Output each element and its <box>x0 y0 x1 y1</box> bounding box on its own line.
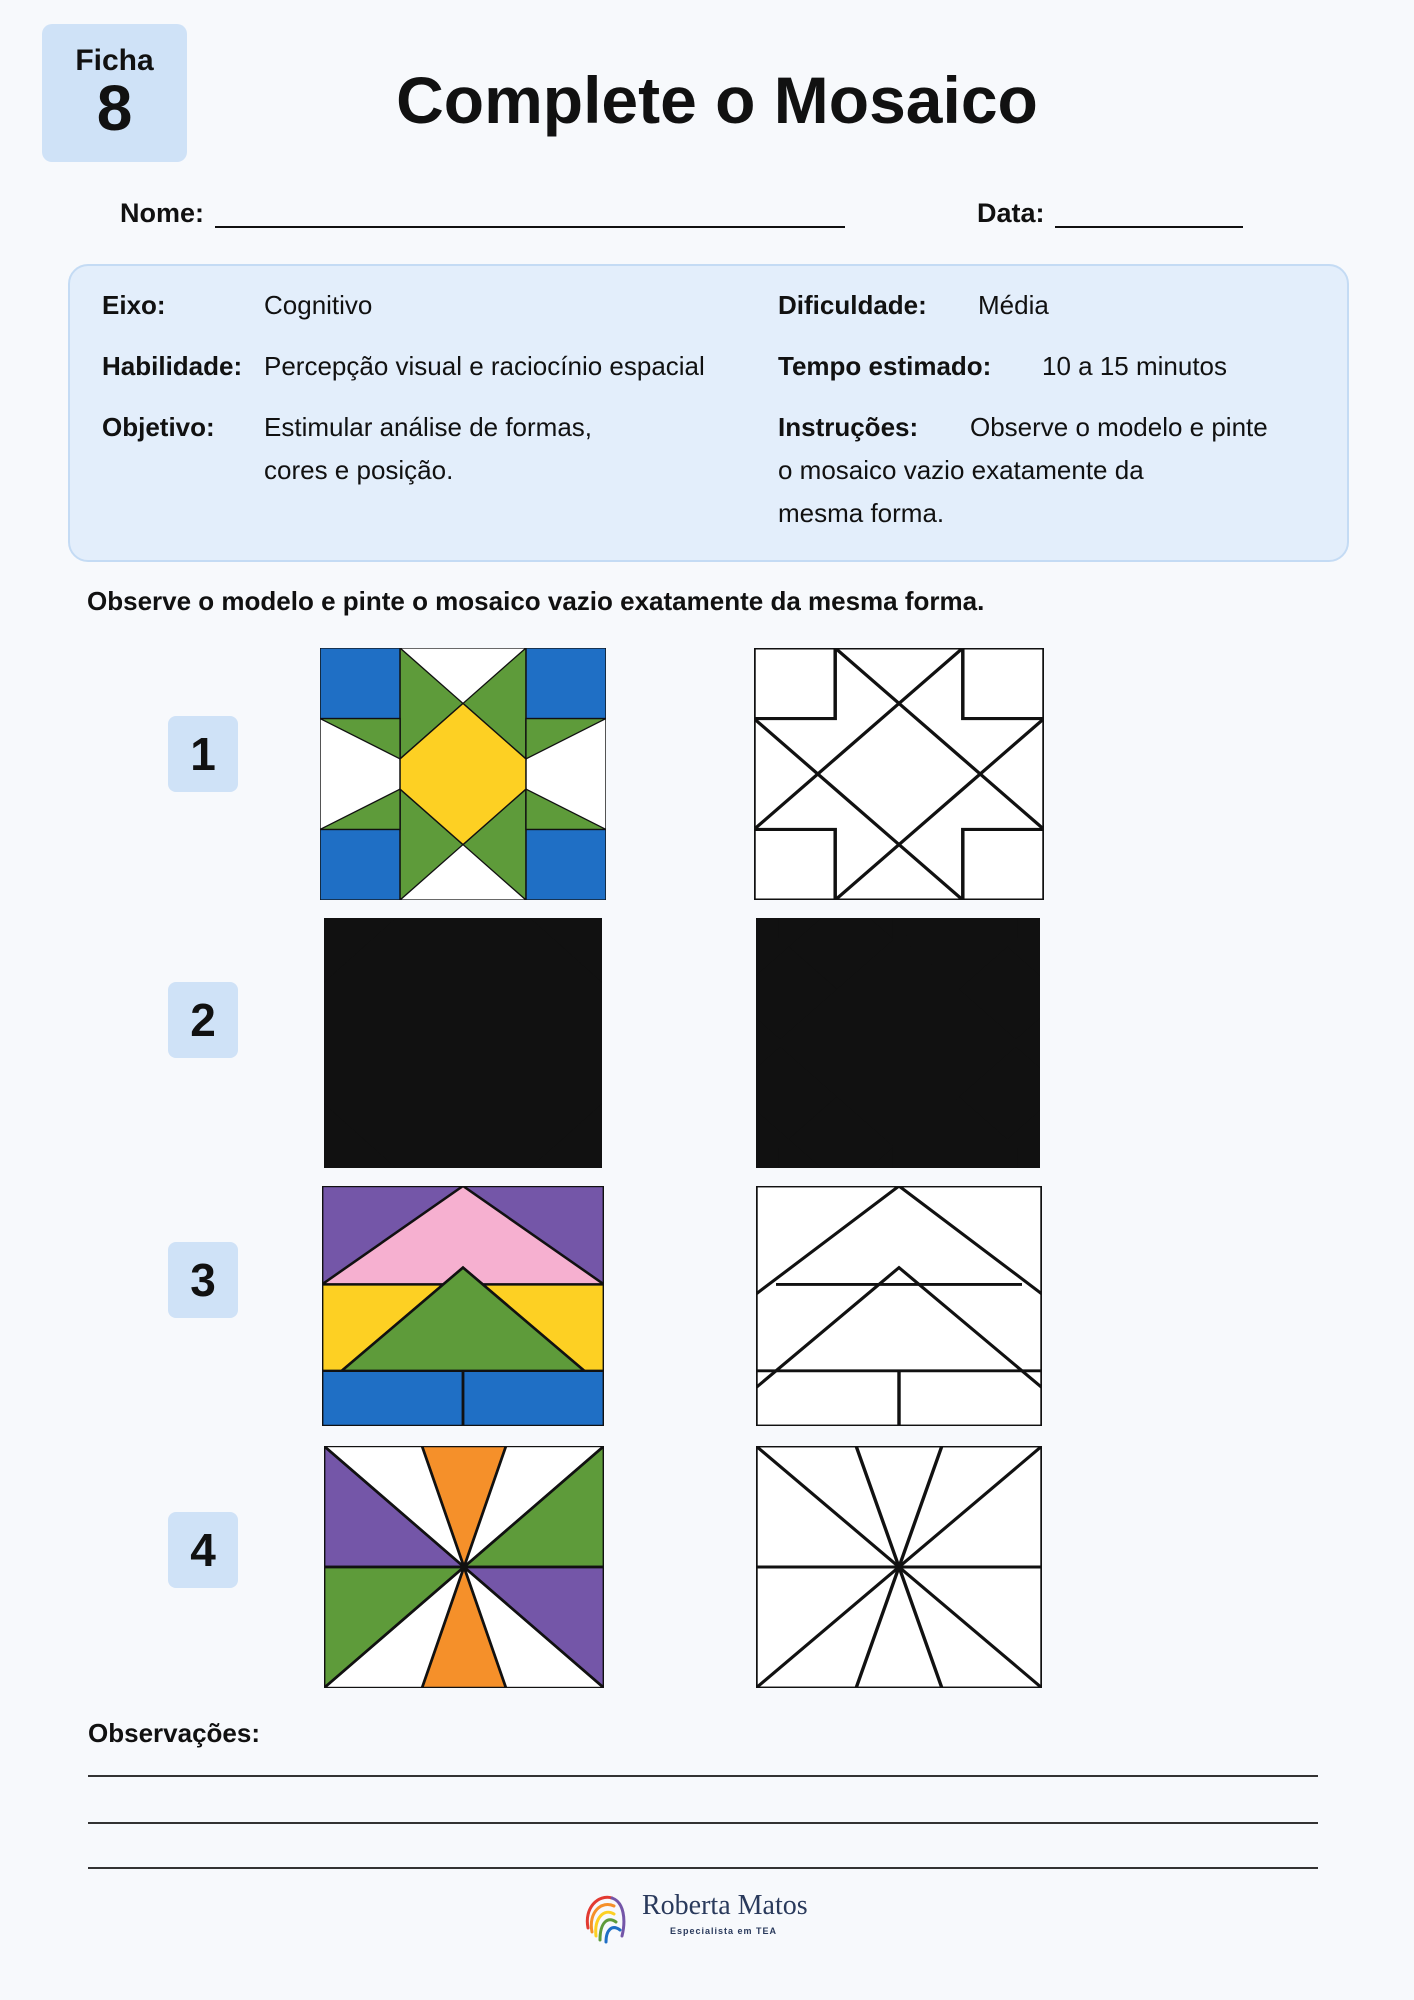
objetivo-line2: cores e posição. <box>264 455 454 485</box>
dificuldade-label: Dificuldade: <box>778 290 927 320</box>
ficha-label: Ficha <box>75 44 154 77</box>
empty-mosaic-2[interactable] <box>756 918 1040 1168</box>
observations-label: Observações: <box>88 1718 260 1748</box>
model-mosaic-1 <box>320 648 606 900</box>
model-mosaic-2 <box>324 918 602 1168</box>
habilidade-label: Habilidade: <box>102 351 243 381</box>
eixo-value: Cognitivo <box>264 290 373 320</box>
objetivo-label: Objetivo: <box>102 412 215 442</box>
instruction-text: Observe o modelo e pinte o mosaico vazio exatamente da mesma forma. <box>87 586 985 616</box>
model-mosaic-3 <box>322 1186 604 1426</box>
empty-mosaic-4[interactable] <box>756 1446 1042 1688</box>
info-panel <box>68 264 1349 562</box>
footer-subtitle: Especialista em TEA <box>670 1926 778 1936</box>
name-label: Nome: <box>120 198 205 228</box>
instrucoes-line2: o mosaico vazio exatamente da <box>778 455 1144 485</box>
footer-logo <box>578 1888 838 1952</box>
habilidade-value: Percepção visual e raciocínio espacial <box>264 351 705 381</box>
exercise-number: 4 <box>168 1512 238 1588</box>
tempo-label: Tempo estimado: <box>778 351 992 381</box>
footer-brand: Roberta Matos <box>642 1890 808 1921</box>
exercise-number: 2 <box>168 982 238 1058</box>
dificuldade-value: Média <box>978 290 1049 320</box>
name-field[interactable] <box>215 226 845 228</box>
observations-line[interactable] <box>88 1822 1318 1824</box>
date-field[interactable] <box>1055 226 1243 228</box>
exercise-number: 3 <box>168 1242 238 1318</box>
eixo-label: Eixo: <box>102 290 166 320</box>
empty-mosaic-1[interactable] <box>754 648 1044 900</box>
instrucoes-line1: Observe o modelo e pinte <box>970 412 1268 442</box>
date-label: Data: <box>977 198 1045 228</box>
tempo-value: 10 a 15 minutos <box>1042 351 1228 381</box>
instrucoes-label: Instruções: <box>778 412 919 442</box>
model-mosaic-4 <box>324 1446 604 1688</box>
instrucoes-line3: mesma forma. <box>778 498 945 528</box>
empty-mosaic-3[interactable] <box>756 1186 1042 1426</box>
observations-line[interactable] <box>88 1775 1318 1777</box>
objetivo-line1: Estimular análise de formas, <box>264 412 593 442</box>
page-title: Complete o Mosaico <box>396 63 1038 137</box>
fingerprint-icon <box>578 1888 634 1948</box>
ficha-number: 8 <box>96 72 133 144</box>
exercise-number: 1 <box>168 716 238 792</box>
observations-line[interactable] <box>88 1867 1318 1869</box>
